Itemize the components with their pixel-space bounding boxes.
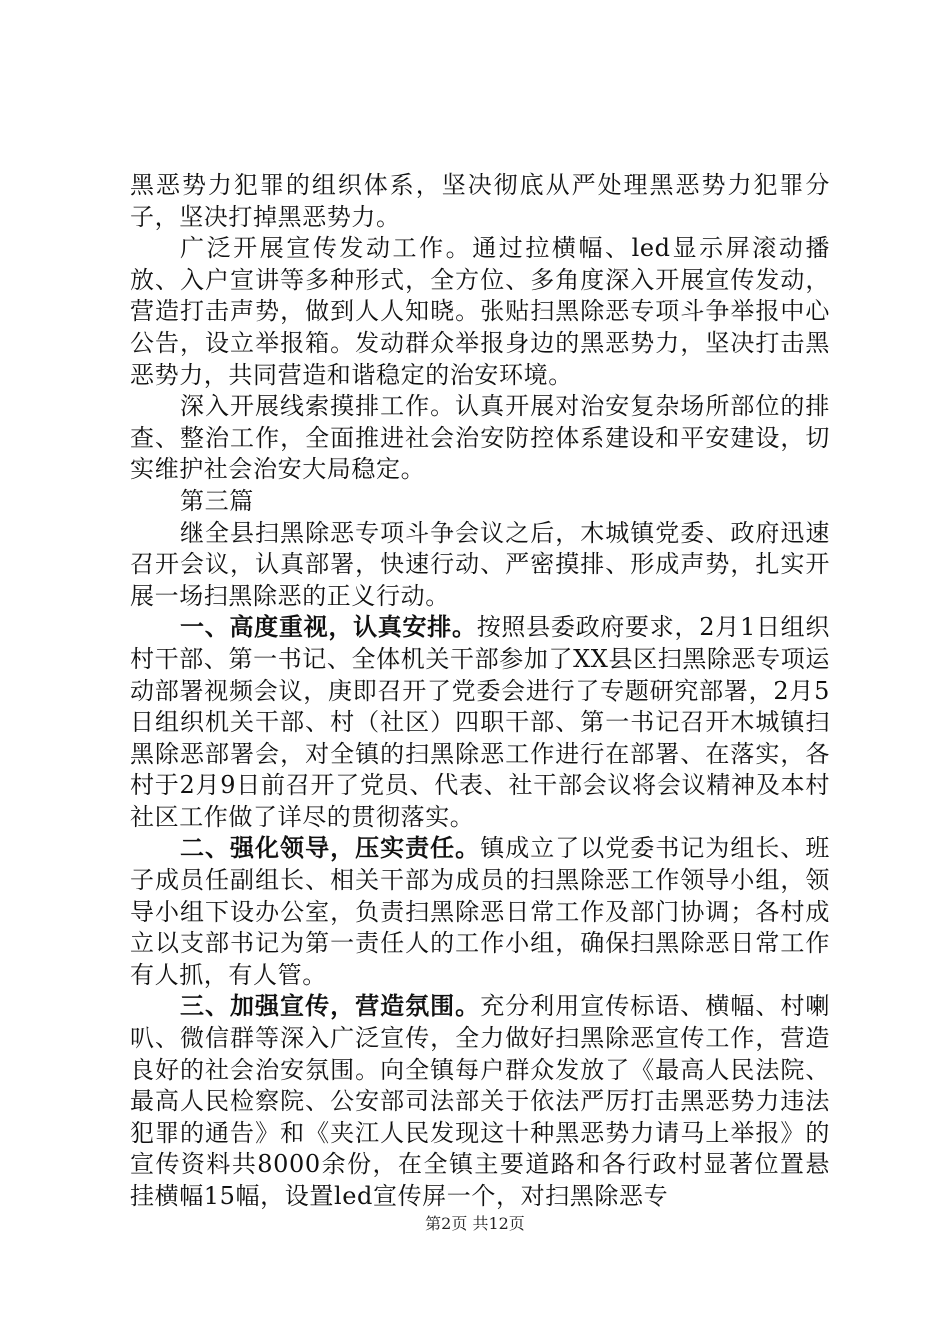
point-2-heading: 二、强化领导，压实责任。	[180, 834, 481, 863]
point-3-text: 充分利用宣传标语、横幅、村喇叭、微信群等深入广泛宣传，全力做好扫黑除恶宣传工作，营造良好的社会治安氛围。向全镇每户群众发放了《最高人民法院、最高人民检察院、公安部司法部关于依法严厉打击黑恶势力违法犯罪的通告》和《夹江人民发现这十种黑恶势力请马上举报》的宣传资料共8000余份，在全镇主要道路和各行政村显著位置悬挂横幅15幅，设置led宣传屏一个，对扫黑除恶专	[130, 992, 830, 1210]
document-body	[130, 170, 830, 1213]
paragraph-publicity: 广泛开展宣传发动工作。通过拉横幅、led显示屏滚动播放、入户宣讲等多种形式，全方位、多角度深入开展宣传发动，营造打击声势，做到人人知晓。张贴扫黑除恶专项斗争举报中心公告，设立举报箱。发动群众举报身边的黑恶势力，坚决打击黑恶势力，共同营造和谐稳定的治安环境。	[130, 234, 830, 389]
paragraph-continuation: 黑恶势力犯罪的组织体系，坚决彻底从严处理黑恶势力犯罪分子，坚决打掉黑恶势力。	[130, 171, 830, 231]
paragraph-point-2	[130, 833, 830, 991]
section-title: 第三篇	[180, 486, 254, 515]
point-3-heading: 三、加强宣传，营造氛围。	[180, 992, 481, 1021]
paragraph-point-1	[130, 612, 830, 833]
paragraph-investigation: 深入开展线索摸排工作。认真开展对治安复杂场所部位的排查、整治工作，全面推进社会治安防控体系建设和平安建设，切实维护社会治安大局稳定。	[130, 392, 830, 484]
point-1-heading: 一、高度重视，认真安排。	[180, 613, 477, 642]
point-2-text: 镇成立了以党委书记为组长、班子成员任副组长、相关干部为成员的扫黑除恶工作领导小组，领导小组下设办公室，负责扫黑除恶日常工作及部门协调；各村成立以支部书记为第一责任人的工作小组，确保扫黑除恶日常工作有人抓，有人管。	[130, 834, 830, 989]
paragraph-intro: 继全县扫黑除恶专项斗争会议之后，木城镇党委、政府迅速召开会议，认真部署，快速行动、严密摸排、形成声势，扎实开展一场扫黑除恶的正义行动。	[130, 518, 830, 610]
page-footer	[0, 1214, 950, 1234]
point-1-text: 按照县委政府要求，2月1日组织村干部、第一书记、全体机关干部参加了XX县区扫黑除恶专项运动部署视频会议，庚即召开了党委会进行了专题研究部署，2月5日组织机关干部、村（社区）四职干部、第一书记召开木城镇扫黑除恶部署会，对全镇的扫黑除恶工作进行在部署、在落实，各村于2月9日前召开了党员、代表、社干部会议将会议精神及本村社区工作做了详尽的贯彻落实。	[130, 613, 830, 831]
page-number: 第2页 共12页	[425, 1214, 525, 1233]
paragraph-point-3	[130, 991, 830, 1212]
